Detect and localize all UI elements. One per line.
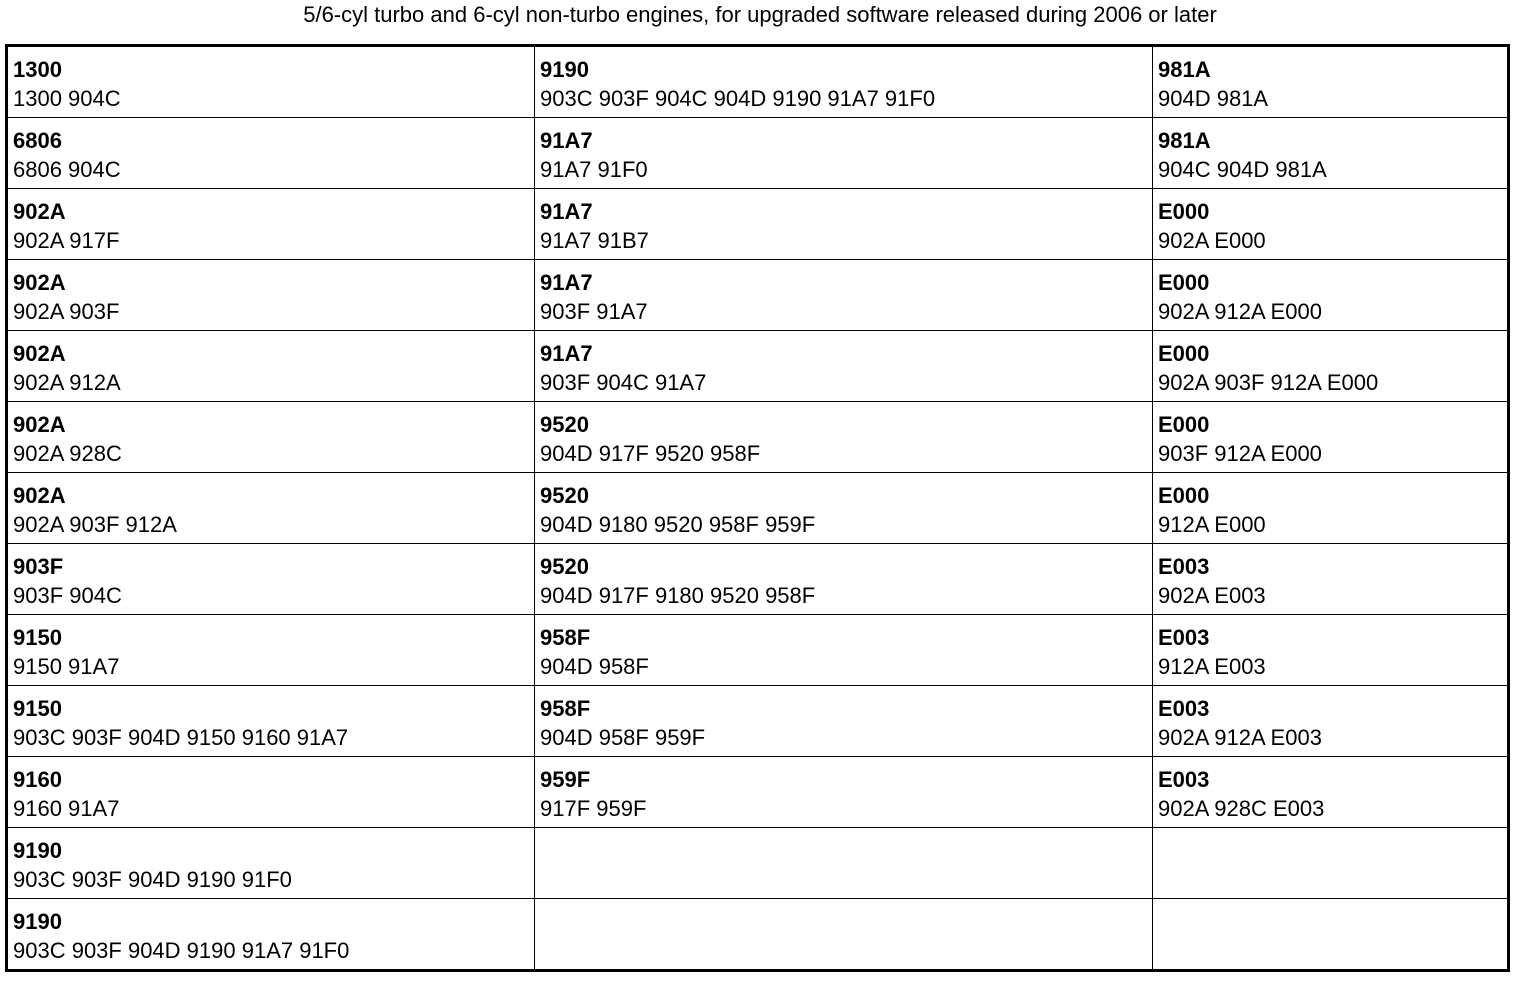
table-cell [535, 899, 1153, 971]
table-row [7, 686, 1509, 757]
table-cell [7, 899, 535, 971]
cell-code-list: 912A E003 [1158, 654, 1266, 679]
table-cell [7, 757, 535, 828]
table-row [7, 757, 1509, 828]
cell-code-list: 9160 91A7 [13, 796, 120, 821]
cell-code-list: 902A 928C [13, 441, 122, 466]
cell-code-list: 903C 903F 904C 904D 9190 91A7 91F0 [540, 86, 936, 111]
cell-code: 91A7 [540, 199, 593, 224]
table-cell [1153, 615, 1509, 686]
cell-code-list: 903F 904C 91A7 [540, 370, 707, 395]
cell-code-list: 917F 959F [540, 796, 647, 821]
table-cell [7, 402, 535, 473]
cell-code-list: 903C 903F 904D 9190 91F0 [13, 867, 292, 892]
cell-code-list: 902A 903F 912A [13, 512, 177, 537]
table-cell [1153, 118, 1509, 189]
cell-code-list: 904D 958F [540, 654, 649, 679]
cell-code: 9190 [13, 909, 62, 934]
cell-code: 6806 [13, 128, 62, 153]
cell-code-list: 9150 91A7 [13, 654, 120, 679]
cell-code: 903F [13, 554, 64, 579]
cell-code: 981A [1158, 128, 1211, 153]
table-cell [7, 118, 535, 189]
page-title: 5/6-cyl turbo and 6-cyl non-turbo engines, for upgraded software released during 2006 or later [303, 2, 1217, 27]
table-cell [535, 544, 1153, 615]
cell-code-list: 6806 904C [13, 157, 121, 182]
cell-code-list: 902A 912A E000 [1158, 299, 1322, 324]
table-cell [7, 544, 535, 615]
cell-code: 91A7 [540, 128, 593, 153]
table-row [7, 473, 1509, 544]
table-cell [1153, 46, 1509, 118]
table-row [7, 331, 1509, 402]
cell-code: E000 [1158, 270, 1210, 295]
cell-code: 9150 [13, 625, 62, 650]
cell-code: E003 [1158, 554, 1210, 579]
table-cell [1153, 544, 1509, 615]
cell-code-list: 91A7 91B7 [540, 228, 649, 253]
cell-code: E003 [1158, 767, 1210, 792]
cell-code-list: 903F 912A E000 [1158, 441, 1322, 466]
cell-code: 958F [540, 696, 591, 721]
table-cell [1153, 757, 1509, 828]
table-cell [7, 46, 535, 118]
table-cell [535, 260, 1153, 331]
table-row [7, 899, 1509, 971]
cell-code: E000 [1158, 483, 1210, 508]
cell-code-list: 902A E000 [1158, 228, 1266, 253]
cell-code-list: 91A7 91F0 [540, 157, 648, 182]
cell-code-list: 902A E003 [1158, 583, 1266, 608]
table-cell [1153, 402, 1509, 473]
table-cell [1153, 828, 1509, 899]
table-body [7, 46, 1509, 971]
cell-code: 9520 [540, 554, 589, 579]
cell-code: 958F [540, 625, 591, 650]
table-cell [7, 615, 535, 686]
table-row [7, 402, 1509, 473]
cell-code-list: 904C 904D 981A [1158, 157, 1327, 182]
cell-code: 91A7 [540, 341, 593, 366]
cell-code: E003 [1158, 625, 1210, 650]
table-row [7, 544, 1509, 615]
cell-code: 9150 [13, 696, 62, 721]
cell-code: E000 [1158, 412, 1210, 437]
table-cell [7, 828, 535, 899]
cell-code: 9190 [540, 57, 589, 82]
cell-code-list: 903F 904C [13, 583, 122, 608]
cell-code-list: 903F 91A7 [540, 299, 648, 324]
cell-code: 1300 [13, 57, 62, 82]
cell-code-list: 903C 903F 904D 9150 9160 91A7 [13, 725, 349, 750]
cell-code: 902A [13, 483, 66, 508]
table-cell [1153, 189, 1509, 260]
table-cell [1153, 331, 1509, 402]
cell-code: 902A [13, 341, 66, 366]
cell-code-list: 902A 912A E003 [1158, 725, 1322, 750]
cell-code: 902A [13, 412, 66, 437]
table-row [7, 189, 1509, 260]
table-cell [1153, 260, 1509, 331]
cell-code: E000 [1158, 341, 1210, 366]
table-cell [7, 473, 535, 544]
table-cell [1153, 899, 1509, 971]
table-row [7, 118, 1509, 189]
table-cell [535, 331, 1153, 402]
cell-code-list: 902A 917F [13, 228, 120, 253]
table-cell [535, 46, 1153, 118]
code-table [5, 44, 1510, 972]
cell-code: 902A [13, 199, 66, 224]
table-cell [535, 828, 1153, 899]
cell-code: 9160 [13, 767, 62, 792]
cell-code-list: 904D 917F 9520 958F [540, 441, 761, 466]
cell-code: 9520 [540, 412, 589, 437]
cell-code-list: 904D 9180 9520 958F 959F [540, 512, 816, 537]
cell-code-list: 902A 903F 912A E000 [1158, 370, 1379, 395]
cell-code-list: 902A 903F [13, 299, 120, 324]
cell-code: E003 [1158, 696, 1210, 721]
table-cell [535, 118, 1153, 189]
table-cell [7, 686, 535, 757]
cell-code-list: 903C 903F 904D 9190 91A7 91F0 [13, 938, 350, 963]
cell-code: 902A [13, 270, 66, 295]
table-cell [7, 331, 535, 402]
cell-code-list: 904D 981A [1158, 86, 1269, 111]
cell-code: 959F [540, 767, 591, 792]
table-cell [1153, 686, 1509, 757]
table-row [7, 46, 1509, 118]
table-row [7, 828, 1509, 899]
table-cell [535, 615, 1153, 686]
cell-code-list: 902A 928C E003 [1158, 796, 1325, 821]
table-cell [535, 686, 1153, 757]
cell-code: 9520 [540, 483, 589, 508]
cell-code: E000 [1158, 199, 1210, 224]
table-cell [535, 189, 1153, 260]
table-cell [1153, 473, 1509, 544]
cell-code: 981A [1158, 57, 1211, 82]
cell-code-list: 904D 917F 9180 9520 958F [540, 583, 816, 608]
table-row [7, 615, 1509, 686]
cell-code: 9190 [13, 838, 62, 863]
table-cell [7, 189, 535, 260]
cell-code-list: 1300 904C [13, 86, 121, 111]
cell-code-list: 912A E000 [1158, 512, 1266, 537]
table-row [7, 260, 1509, 331]
table-cell [535, 402, 1153, 473]
table-cell [535, 757, 1153, 828]
table-cell [7, 260, 535, 331]
cell-code-list: 904D 958F 959F [540, 725, 706, 750]
cell-code: 91A7 [540, 270, 593, 295]
table-cell [535, 473, 1153, 544]
cell-code-list: 902A 912A [13, 370, 121, 395]
